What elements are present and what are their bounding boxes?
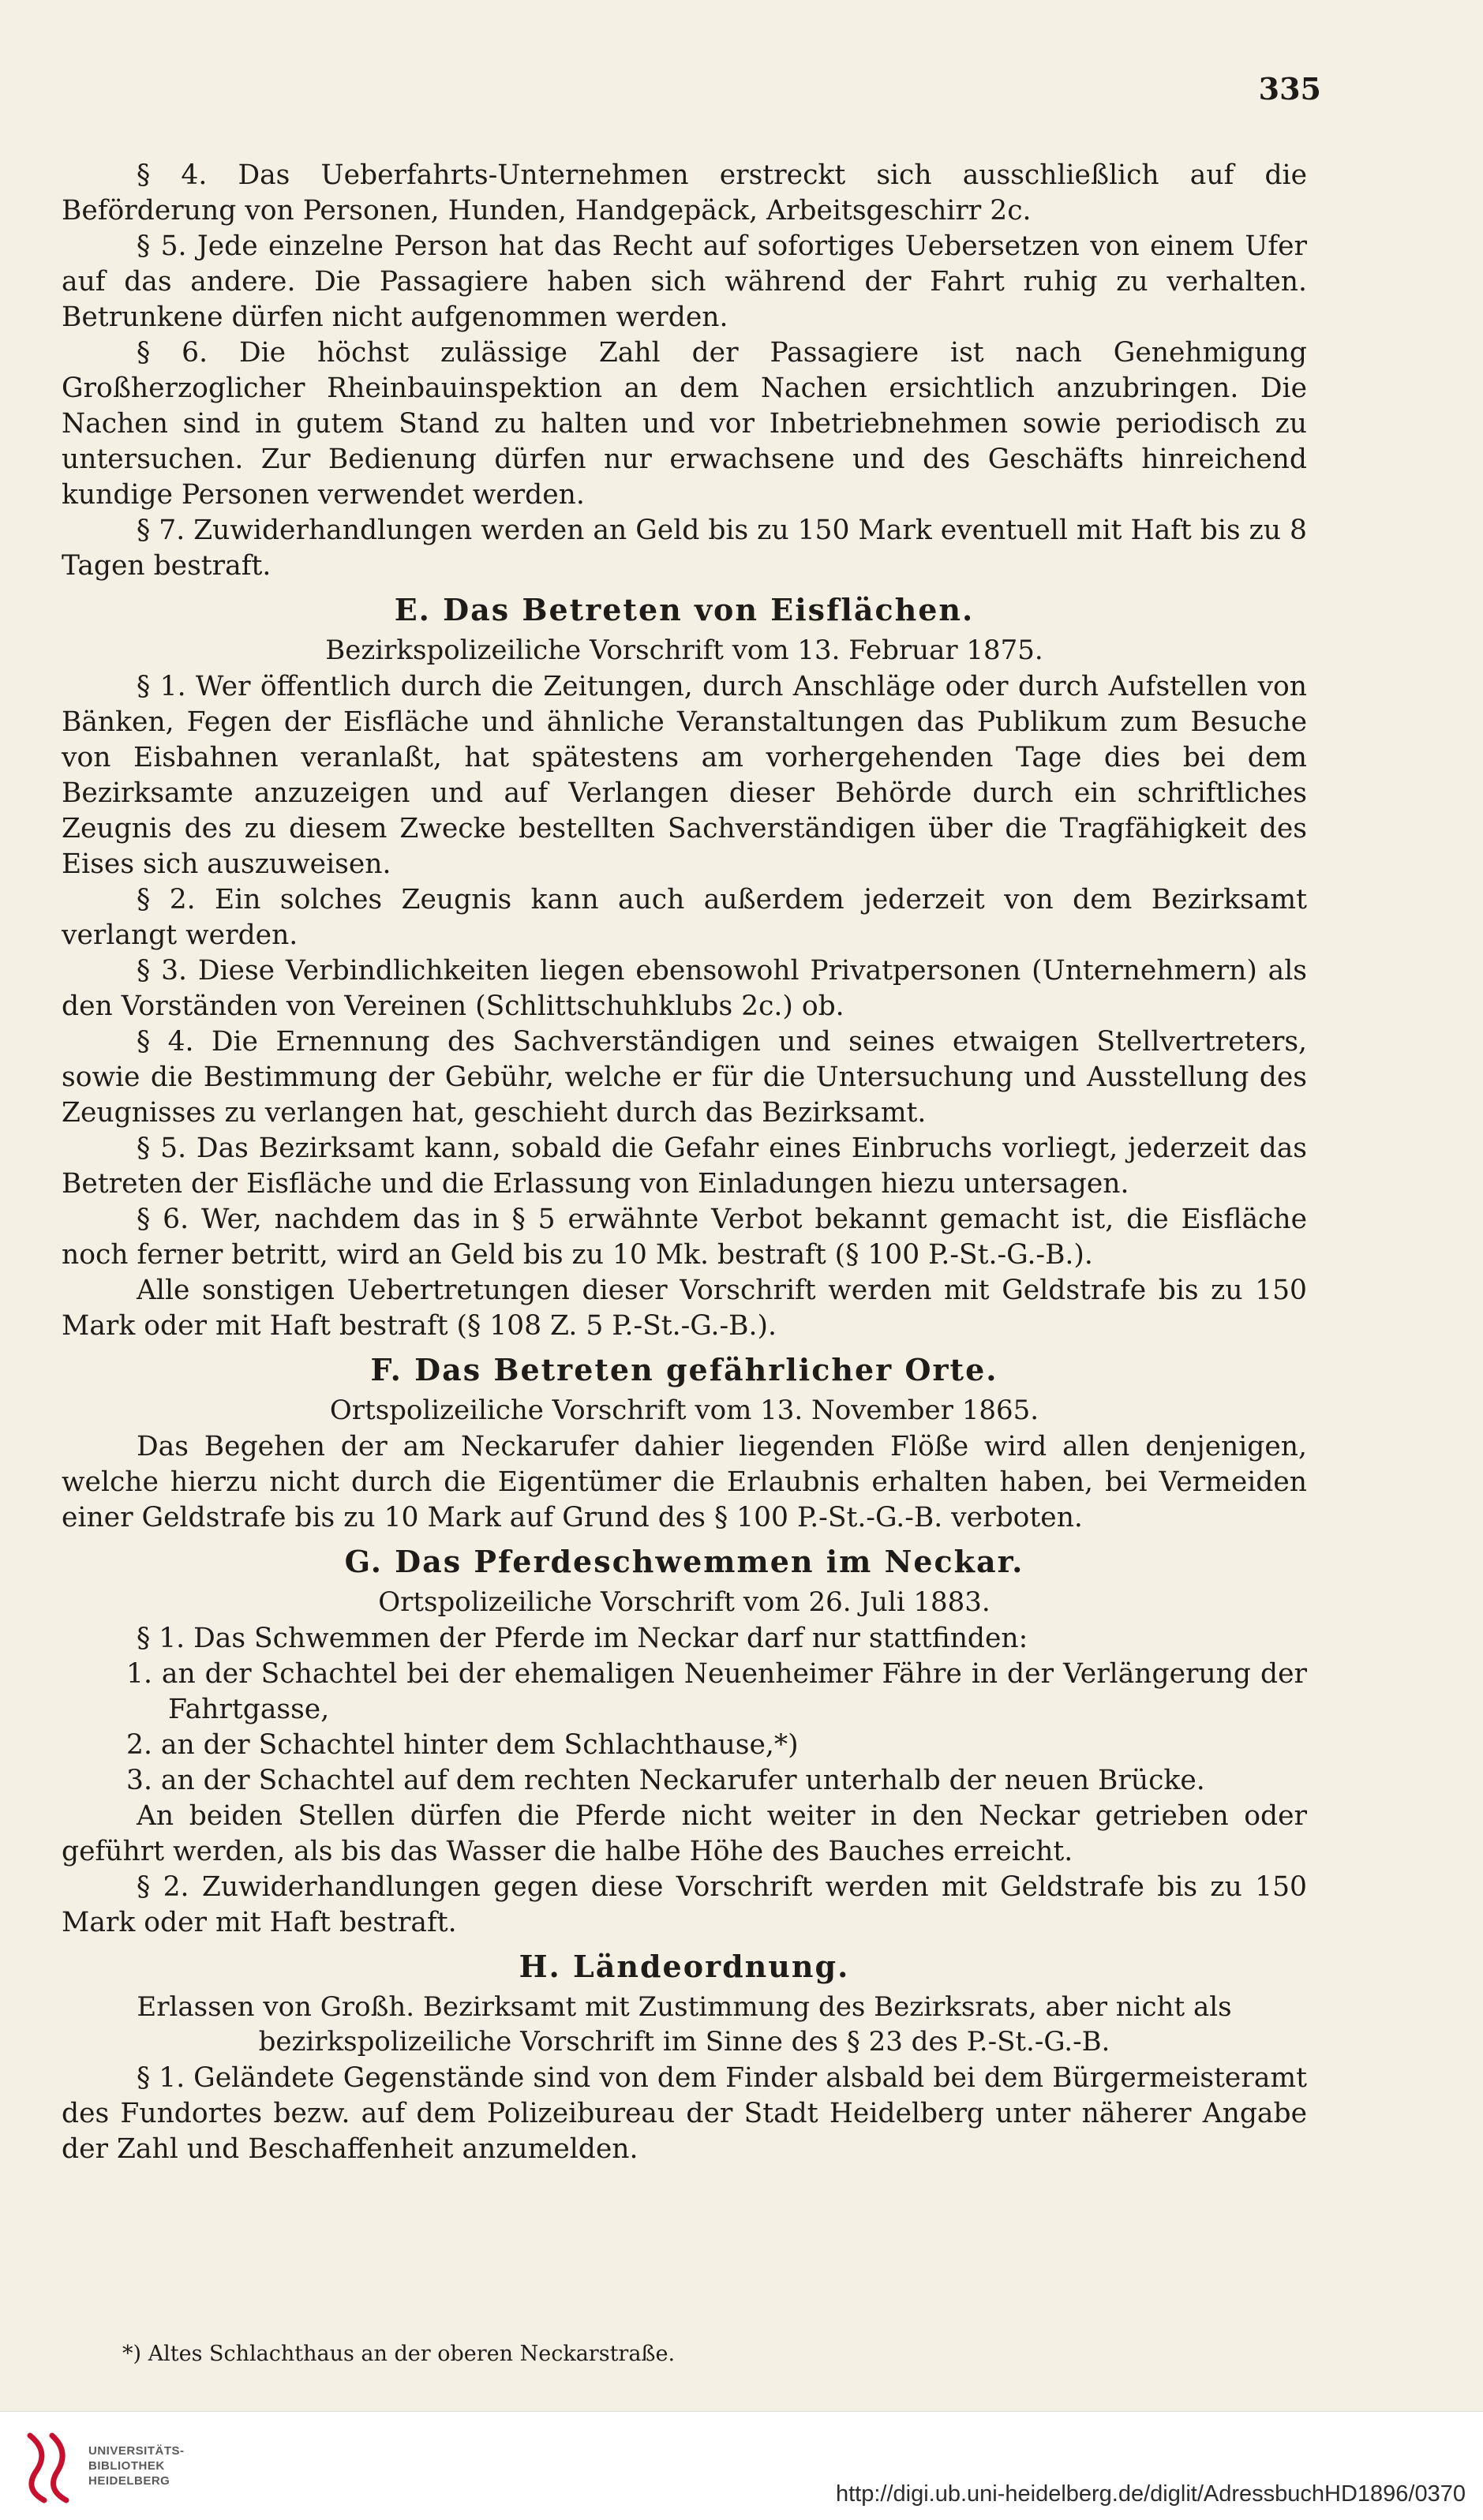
page-number: 335 <box>1258 71 1321 107</box>
section-subheading-e: Bezirkspolizeiliche Vorschrift vom 13. Februar 1875. <box>325 635 1043 666</box>
library-logo-text <box>88 2443 185 2488</box>
paragraph: § 2. Ein solches Zeugnis kann auch außerdem jederzeit von dem Bezirksamt verlangt werden. <box>62 884 1307 951</box>
paragraph: § 1. Wer öffentlich durch die Zeitungen, durch Anschläge oder durch Aufstellen von Bänken, Fegen der Eisfläche und ähnliche Veranstaltungen das Publikum zum Besuche von Eisbahnen veranlaßt, hat spätestens am vorhergehenden Tage dies bei dem Bezirksamte anzuzeigen und auf Verlangen dieser Behörde durch ein schriftliches Zeugnis des zu diesem Zwecke bestellten Sachverständigen über die Tragfähigkeit des Eises sich auszuweisen. <box>62 671 1307 880</box>
section-heading-g: G. Das Pferdeschwemmen im Neckar. <box>344 1544 1024 1579</box>
paragraph: § 2. Zuwiderhandlungen gegen diese Vorschrift werden mit Geldstrafe bis zu 150 Mark oder mit Haft bestraft. <box>62 1871 1307 1938</box>
paragraph: § 4. Die Ernennung des Sachverständigen und seines etwaigen Stellvertreters, sowie die Bestimmung der Gebühr, welche er für die Untersuchung und Ausstellung des Zeugnisses zu verlangen hat, geschieht durch das Bezirksamt. <box>62 1026 1307 1129</box>
viewer-footer <box>0 2411 1483 2520</box>
paragraph: § 4. Das Ueberfahrts-Unternehmen erstreckt sich ausschließlich auf die Beförderung von Personen, Hunden, Handgepäck, Arbeitsgeschirr 2c. <box>62 159 1307 227</box>
section-heading-e: E. Das Betreten von Eisflächen. <box>394 592 975 627</box>
paragraph: § 5. Das Bezirksamt kann, sobald die Gefahr eines Einbruchs vorliegt, jederzeit das Betreten der Eisfläche und die Erlassung von Einladungen hiezu untersagen. <box>62 1133 1307 1200</box>
location-list <box>62 1657 1307 1799</box>
section-subheading-f: Ortspolizeiliche Vorschrift vom 13. November 1865. <box>329 1395 1039 1426</box>
library-logo-icon <box>14 2428 85 2507</box>
logo-line: HEIDELBERG <box>88 2474 170 2488</box>
paragraph: § 5. Jede einzelne Person hat das Recht auf sofortiges Uebersetzen von einem Ufer auf das andere. Die Passagiere haben sich während der Fahrt ruhig zu verhalten. Betrunkene dürfen nicht aufgenommen werden. <box>62 230 1307 333</box>
list-item: 2. an der Schachtel hinter dem Schlachthause,*) <box>126 1729 799 1761</box>
logo-line: BIBLIOTHEK <box>88 2459 165 2473</box>
list-item: 3. an der Schachtel auf dem rechten Neckarufer unterhalb der neuen Brücke. <box>126 1765 1205 1796</box>
source-url[interactable]: http://digi.ub.uni-heidelberg.de/diglit/AdressbuchHD1896/0370 <box>835 2481 1466 2507</box>
paragraph: § 1. Geländete Gegenstände sind von dem Finder alsbald bei dem Bürgermeisteramt des Fundortes bezw. auf dem Polizeibureau der Stadt Heidelberg unter näherer Angabe der Zahl und Beschaffenheit anzumelden. <box>62 2062 1307 2165</box>
paragraph: § 6. Die höchst zulässige Zahl der Passagiere ist nach Genehmigung Großherzoglicher Rheinbauinspektion an dem Nachen ersichtlich anzubringen. Die Nachen sind in gutem Stand zu halten und vor Inbetriebnehmen sowie periodisch zu untersuchen. Zur Bedienung dürfen nur erwachsene und des Geschäfts hinreichend kundige Personen verwendet werden. <box>62 337 1307 511</box>
paragraph: § 1. Das Schwemmen der Pferde im Neckar darf nur stattfinden: <box>137 1623 1028 1654</box>
section-heading-f: F. Das Betreten gefährlicher Orte. <box>370 1352 998 1387</box>
paragraph: § 6. Wer, nachdem das in § 5 erwähnte Verbot bekannt gemacht ist, die Eisfläche noch ferner betritt, wird an Geld bis zu 10 Mk. bestraft (§ 100 P.-St.-G.-B.). <box>62 1204 1307 1271</box>
page-content <box>62 158 1307 2167</box>
list-item: 1. an der Schachtel bei der ehemaligen Neuenheimer Fähre in der Verlängerung der Fahrtgasse, <box>126 1658 1307 1725</box>
logo-line: UNIVERSITÄTS- <box>88 2444 185 2458</box>
paragraph: § 7. Zuwiderhandlungen werden an Geld bis zu 150 Mark eventuell mit Haft bis zu 8 Tagen bestraft. <box>62 515 1307 582</box>
paragraph: Alle sonstigen Uebertretungen dieser Vorschrift werden mit Geldstrafe bis zu 150 Mark oder mit Haft bestraft (§ 108 Z. 5 P.-St.-G.-B.). <box>62 1275 1307 1342</box>
section-subheading-g: Ortspolizeiliche Vorschrift vom 26. Juli 1883. <box>378 1586 991 1618</box>
paragraph: Das Begehen der am Neckarufer dahier liegenden Flöße wird allen denjenigen, welche hierzu nicht durch die Eigentümer die Erlaubnis erhalten haben, bei Vermeiden einer Geldstrafe bis zu 10 Mark auf Grund des § 100 P.-St.-G.-B. verboten. <box>62 1431 1307 1533</box>
footnote: *) Altes Schlachthaus an der oberen Neckarstraße. <box>122 2342 676 2366</box>
section-subheading-h: Erlassen von Großh. Bezirksamt mit Zustimmung des Bezirksrats, aber nicht als bezirkspolizeiliche Vorschrift im Sinne des § 23 des P.-St.-G.-B. <box>137 1991 1232 2058</box>
section-heading-h: H. Ländeordnung. <box>519 1949 850 1984</box>
paragraph: An beiden Stellen dürfen die Pferde nicht weiter in den Neckar getrieben oder geführt werden, als bis das Wasser die halbe Höhe des Bauches erreicht. <box>62 1800 1307 1867</box>
paragraph: § 3. Diese Verbindlichkeiten liegen ebensowohl Privatpersonen (Unternehmern) als den Vorständen von Vereinen (Schlittschuhklubs 2c.) ob. <box>62 955 1307 1022</box>
